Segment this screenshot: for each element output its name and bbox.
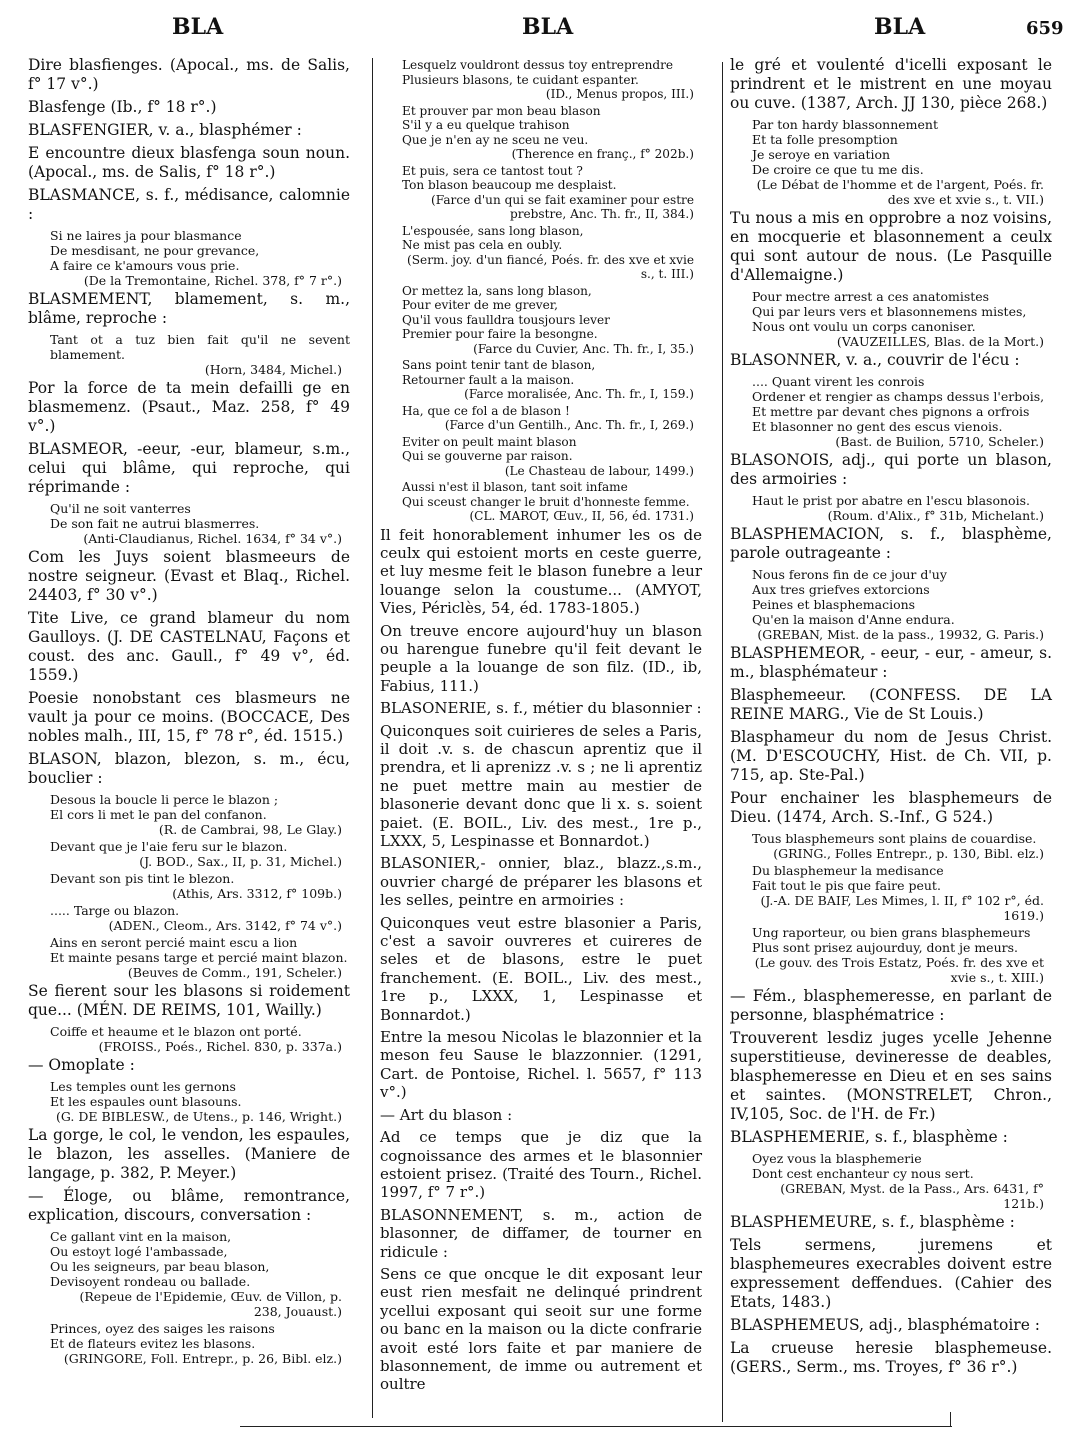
quotation-line: De croire ce que tu me dis. [752,162,924,177]
column-left [28,56,350,1368]
quotation [752,925,1052,985]
quotation-line: Tant ot a tuz bien fait qu'il ne sevent blamement. [50,332,350,362]
quotation-source: (GREBAN, Mist. de la pass., 19932, G. Paris.) [757,627,1044,642]
entry-text: — Fém., blasphemeresse, en parlant de personne, blasphématrice : [730,987,1052,1024]
quotation-line: Devant son pis tint le blezon. [50,871,235,886]
quotation-line: Plus sont prisez aujourduy, dont je meurs. [752,940,1018,955]
quotation [50,792,350,837]
column-divider-left [372,58,373,1418]
quotation-line: Que je n'en ay ne sceu ne veu. [402,132,589,147]
quotation-source: (J. BOD., Sax., II, p. 31, Michel.) [139,854,342,869]
entry-text: BLASONNEMENT, s. m., action de blasonner, de diffamer, de tourner en ridicule : [380,1205,702,1261]
entry-text: Ad ce temps que je diz que la cognoissance des armes et le blasonnier estoient prisez. (Traité des Tourn., Richel. 1997, f° 7 r°.) [380,1128,702,1202]
quotation [752,1151,1052,1211]
quotation-line: Ton blason beaucoup me desplaist. [402,178,617,192]
quotation [50,839,350,869]
column-divider-right [722,62,723,1422]
quotation [402,224,702,282]
entry-text: La crueuse heresie blasphemeuse. (GERS., Serm., ms. Troyes, f° 36 r°.) [730,1339,1052,1376]
quotation-source: (Athis, Ars. 3312, f° 109b.) [172,886,342,901]
quotation [752,374,1052,449]
quotation-source: (De la Tremontaine, Richel. 378, f° 7 r°.) [83,273,342,288]
quotation-line: Et mainte pesans targe et percié maint blazon. [50,950,348,965]
quotation [402,358,702,402]
quotation-line: Qui se gouverne par raison. [402,449,573,463]
quotation-line: Ung raporteur, ou bien grans blasphemeurs [752,925,1031,940]
quotation-line: Ou estoyt logé l'ambassade, [50,1244,228,1259]
quotation-line: Du blasphemeur la medisance [752,863,944,878]
entry-text: BLASPHEMERIE, s. f., blasphème : [730,1128,1008,1146]
entry-text: Blasfenge (Ib., f° 18 r°.) [28,98,217,116]
quotation-line: Plusieurs blasons, te cuidant espanter. [402,72,639,87]
quotation-source: (Le gouv. des Trois Estatz, Poés. fr. des xve et xvie s., t. XIII.) [754,955,1044,985]
quotation-line: Desous la boucle li perce le blazon ; [50,792,279,807]
quotation-line: Qu'il vous faulldra tousjours lever [402,312,610,327]
quotation [50,935,350,980]
quotation-line: Pour eviter de me grever, [402,298,559,312]
quotation-line: Ains en seront percié maint escu a lion [50,935,298,950]
quotation-line: Lesquelz vouldront dessus toy entreprendre [402,58,674,72]
quotation-line: Qui par leurs vers et blasonnemens mistes, [752,304,1027,319]
column-middle [380,56,702,1398]
quotation-line: El cors li met le pan del confanon. [50,807,267,822]
quotation-line: Sans point tenir tant de blason, [402,358,596,372]
quotation-source: (Horn, 3484, Michel.) [204,362,342,377]
quotation-line: Retourner fault a la maison. [402,372,575,387]
quotation-source: (R. de Cambrai, 98, Le Glay.) [158,822,342,837]
quotation-source: (Farce du Cuvier, Anc. Th. fr., I, 35.) [473,341,694,356]
quotation [752,289,1052,349]
quotation-line: Ordener et rengier as champs dessus l'erbois, [752,389,1045,404]
quotation-source: (Farce moralisée, Anc. Th. fr., I, 159.) [464,387,694,401]
entry-text: BLASONERIE, s. f., métier du blasonnier : [380,699,702,718]
quotation [402,284,702,357]
quotation [50,228,350,288]
quotation-source: (Repeue de l'Epidemie, Œuv. de Villon, p. 238, Jouaust.) [79,1289,342,1319]
sense-heading: — Art du blason : [380,1105,513,1124]
quotation-source: (Beuves de Comm., 191, Scheler.) [127,965,342,980]
entry-text: BLASON, blazon, blezon, s. m., écu, bouclier : [28,750,350,787]
entry-text: BLASMEOR, -eeur, -eur, blameur, s.m., celui qui blâme, qui reproche, qui réprimande : [28,440,350,496]
quotation-line: Aux tres griefves extorcions [752,582,930,597]
running-head-right: BLA [874,14,926,40]
quotation-line: Je seroye en variation [752,147,891,162]
quotation [752,493,1052,523]
quotation-source: (GREBAN, Myst. de la Pass., Ars. 6431, f° 121b.) [780,1181,1044,1211]
quotation-line: Or mettez la, sans long blason, [402,283,592,298]
quotation-line: Eviter on peult maint blason [402,434,577,449]
quotation-source: (Serm. joy. d'un fiancé, Poés. fr. des xve et xvie s., t. III.) [407,252,694,281]
quotation [752,567,1052,642]
quotation-line: Et prouver par mon beau blason [402,103,601,118]
quotation-line: Ne mist pas cela en oubly. [402,238,563,252]
entry-text: BLASONOIS, adj., qui porte un blason, des armoiries : [730,451,1052,488]
quotation-line: Si ne laires ja pour blasmance [50,228,242,243]
quotation-line: De son fait ne autrui blasmerres. [50,516,260,531]
quotation-line: Les temples ount les gernons [50,1079,236,1094]
quotation-line: Ha, que ce fol a de blason ! [402,403,570,418]
entry-text: Il feit honorablement inhumer les os de ceulx qui estoient morts en ceste guerre, et luy mesme feit le blason funebre a leur louange selon la coustume... (AMYOT, Vies, Périclès, 54, éd. 1783-1805.) [380,525,702,618]
quotation-line: Devisoyent rondeau ou ballade. [50,1274,251,1289]
entry-text: On treuve encore aujourd'huy un blason ou harengue funebre qu'il feit devant le peuple a la louange de son filz. (ID., ib, Fabius, 111.) [380,621,702,695]
quotation [752,863,1052,923]
quotation-line: Pour mectre arrest a ces anatomistes [752,289,990,304]
quotation-source: (CL. MAROT, Œuv., II, 56, éd. 1731.) [469,509,694,523]
quotation [752,831,1052,861]
quotation-line: A faire ce k'amours vous prie. [50,258,240,273]
running-head-center: BLA [522,14,574,40]
quotation-source: (ID., Menus propos, III.) [545,87,694,101]
entry-text: BLASMEMENT, blamement, s. m., blâme, reproche : [28,290,350,327]
quotation-line: Fait tout le pis que faire peut. [752,878,941,893]
quotation [402,480,702,524]
quotation-line: Qui sceust changer le bruit d'honneste femme. [402,494,690,509]
quotation-line: Et ta folle presomption [752,132,898,147]
quotation-line: S'il y a eu quelque trahison [402,118,570,132]
quotation-source: (Farce d'un Gentilh., Anc. Th. fr., I, 269.) [444,418,694,432]
quotation-source: (Le Chasteau de labour, 1499.) [504,463,694,478]
quotation-line: Qu'en la maison d'Anne endura. [752,612,955,627]
quotation-line: Princes, oyez des saiges les raisons [50,1321,275,1336]
quotation-line: Nous ferons fin de ce jour d'uy [752,567,947,582]
quotation [402,164,702,222]
quotation [50,903,350,933]
quotation-line: Premier pour faire la besongne. [402,327,598,341]
entry-text: Dire blasfienges. (Apocal., ms. de Salis, f° 17 v°.) [28,56,350,93]
quotation-source: (GRING., Folles Entrepr., p. 130, Bibl. elz.) [773,846,1044,861]
quotation-line: .... Quant virent les conrois [752,374,925,389]
quotation [402,435,702,479]
quotation-line: Et puis, sera ce tantost tout ? [402,163,583,178]
entry-text: Poesie nonobstant ces blasmeurs ne vault ja pour ce moins. (BOCCACE, Des nobles malh., III, 15, f° 78 r°, éd. 1515.) [28,689,350,745]
entry-text: Tu nous a mis en opprobre a noz voisins, en mocquerie et blasonnement a ceulx qui sont autour de nous. (Le Pasquille d'Allemaigne.) [730,209,1052,284]
quotation [50,1229,350,1319]
quotation-line: Peines et blasphemacions [752,597,916,612]
quotation-source: (FROISS., Poés., Richel. 830, p. 337a.) [98,1039,342,1054]
quotation-line: De mesdisant, ne pour grevance, [50,243,260,258]
quotation [402,58,702,102]
entry-text: Tels sermens, juremens et blasphemeures execrables doivent estre expressement deffendues. (Cahier des Etats, 1483.) [730,1236,1052,1311]
quotation-line: Et mettre par devant ches pignons a orfrois [752,404,1030,419]
entry-text: Quiconques soit cuirieres de seles a Paris, il doit .v. s. de chascun aprentiz que il prendra, et li aprenizz .v. s ; ne li aprentiz ne puet mettre main au mestier de blasonerie devant donc que li x. s. soient paiet. (E. BOIL., Liv. des mest., 1re p., LXXX, 5, Lespinasse et Bonnardot.) [380,721,702,850]
entry-text: BLASPHEMEURE, s. f., blasphème : [730,1213,1015,1231]
quotation-line: Ou les seigneurs, par beau blason, [50,1259,270,1274]
column-right [730,56,1052,1381]
entry-text: Tite Live, ce grand blameur du nom Gaulloys. (J. DE CASTELNAU, Façons et coust. des anc. Gaull., f° 49 v°, éd. 1559.) [28,609,350,684]
page-number: 659 [1026,18,1064,39]
quotation-source: (Le Débat de l'homme et de l'argent, Poés. fr. des xve et xvie s., t. VII.) [756,177,1044,207]
entry-text: Entre la mesou Nicolas le blazonnier et la meson feu Sause le blazzonnier. (1291, Cart. de Pontoise, Richel. l. 5657, f° 113 v°.) [380,1028,702,1102]
quotation-line: Et de flateurs evitez les blasons. [50,1336,256,1351]
quotation-line: ..... Targe ou blazon. [50,903,180,918]
quotation-line: Nous ont voulu un corps canoniser. [752,319,976,334]
entry-text: Quiconques veut estre blasonier a Paris, c'est a savoir ouvreres et cuireres de seles et de blasons, estre le puet franchement. (E. BOIL., Liv. des mest., 1re p., LXXX, 1, Lespinasse et Bonnardot.) [380,913,702,1024]
quotation [50,871,350,901]
quotation [402,404,702,433]
quotation [50,1079,350,1124]
entry-text: BLASFENGIER, v. a., blasphémer : [28,121,302,139]
quotation-line: Devant que je l'aie feru sur le blazon. [50,839,288,854]
quotation-line: Aussi n'est il blason, tant soit infame [402,480,628,494]
entry-text: BLASMANCE, s. f., médisance, calomnie : [28,186,350,223]
quotation-source: (Bast. de Builion, 5710, Scheler.) [835,434,1044,449]
running-head-left: BLA [172,14,224,40]
quotation-line: Coiffe et heaume et le blazon ont porté. [50,1024,302,1039]
bottom-rule [240,1426,952,1427]
quotation-source: (GRINGORE, Foll. Entrepr., p. 26, Bibl. elz.) [63,1351,342,1366]
quotation [752,117,1052,207]
entry-text: BLASPHEMEUS, adj., blasphématoire : [730,1316,1041,1334]
entry-text: BLASONNER, v. a., couvrir de l'écu : [730,351,1020,369]
quotation [50,332,350,377]
quotation-source: (Roum. d'Alix., f° 31b, Michelant.) [827,508,1044,523]
quotation [50,501,350,546]
quotation-line: Par ton hardy blassonnement [752,117,938,132]
entry-text: BLASPHEMEOR, - eeur, - eur, - ameur, s. m., blasphémateur : [730,644,1052,681]
entry-text: Blasphameur du nom de Jesus Christ. (M. D'ESCOUCHY, Hist. de Ch. VII, p. 715, ap. Ste-Pal.) [730,728,1052,784]
entry-text: Com les Juys soient blasmeeurs de nostre seigneur. (Evast et Blaq., Richel. 24403, f° 30 v°.) [28,548,350,604]
entry-text: Pour enchainer les blasphemeurs de Dieu. (1474, Arch. S.-Inf., G 524.) [730,789,1052,826]
quotation-source: (Anti-Claudianus, Richel. 1634, f° 34 v°.) [83,531,342,546]
quotation-line: Qu'il ne soit vanterres [50,501,191,516]
quotation-line: Oyez vous la blasphemerie [752,1151,922,1166]
entry-text: Por la force de ta mein defailli ge en blasmemenz. (Psaut., Maz. 258, f° 49 v°.) [28,379,350,435]
entry-text: Se fierent sour les blasons si roidement que... (MÉN. DE REIMS, 101, Wailly.) [28,982,350,1019]
entry-text: Blasphemeeur. (CONFESS. DE LA REINE MARG., Vie de St Louis.) [730,686,1052,723]
entry-text: E encountre dieux blasfenga soun noun. (Apocal., ms. de Salis, f° 18 r°.) [28,144,350,181]
quotation-line: Haut le prist por abatre en l'escu blasonois. [752,493,1030,508]
entry-text: Sens ce que oncque le dit exposant leur eust rien mesfait ne delinqué prindrent ycellui exposant qui seoit sur une forme ou banc en la maison ou la dicte confrarie avoit esté lors faite et par maniere de blasonnement, de imme ou autrement et oultre [380,1264,702,1394]
bottom-rule-tick [950,1412,951,1426]
entry-text: — Éloge, ou blâme, remontrance, explication, discours, conversation : [28,1187,350,1224]
quotation [50,1024,350,1054]
quotation-source: (ADEN., Cleom., Ars. 3142, f° 74 v°.) [108,918,342,933]
quotation-line: Dont cest enchanteur cy nous sert. [752,1166,974,1181]
sense-heading: — Omoplate : [28,1056,135,1074]
quotation-line: Et les espaules ount blasouns. [50,1094,242,1109]
quotation [50,1321,350,1366]
entry-text: La gorge, le col, le vendon, les espaules, le blazon, les asselles. (Maniere de langage, p. 382, P. Meyer.) [28,1126,350,1182]
quotation-line: L'espousée, sans long blason, [402,223,584,238]
entry-text: BLASPHEMACION, s. f., blasphème, parole outrageante : [730,525,1052,562]
entry-text: BLASONIER,- onnier, blaz., blazz.,s.m., ouvrier chargé de préparer les blasons et les selles, peintre en armoiries : [380,854,702,910]
quotation [402,104,702,162]
quotation-line: Ce gallant vint en la maison, [50,1229,232,1244]
quotation-source: (Therence en franç., f° 202b.) [511,147,694,161]
quotation-source: (J.-A. DE BAIF, Les Mimes, l. II, f° 102 r°, éd. 1619.) [760,893,1044,923]
entry-text: le gré et voulenté d'icelli exposant le prindrent et le mistrent en une moyau ou cuve. (1387, Arch. JJ 130, pièce 268.) [730,56,1052,112]
quotation-line: Et blasonner no gent des escus vienois. [752,419,1003,434]
quotation-source: (Farce d'un qui se fait examiner pour estre prebstre, Anc. Th. fr., II, 384.) [431,192,694,221]
quotation-source: (G. DE BIBLESW., de Utens., p. 146, Wright.) [55,1109,342,1124]
quotation-source: (VAUZEILLES, Blas. de la Mort.) [836,334,1044,349]
quotation-line: Tous blasphemeurs sont plains de couardise. [752,831,1037,846]
entry-text: Trouverent lesdiz juges ycelle Jehenne superstitieuse, devineresse de deables, blasphemeresse en Dieu et en ses sains et saintes. (MONSTRELET, Chron., IV,105, Soc. de l'H. de Fr.) [730,1029,1052,1123]
